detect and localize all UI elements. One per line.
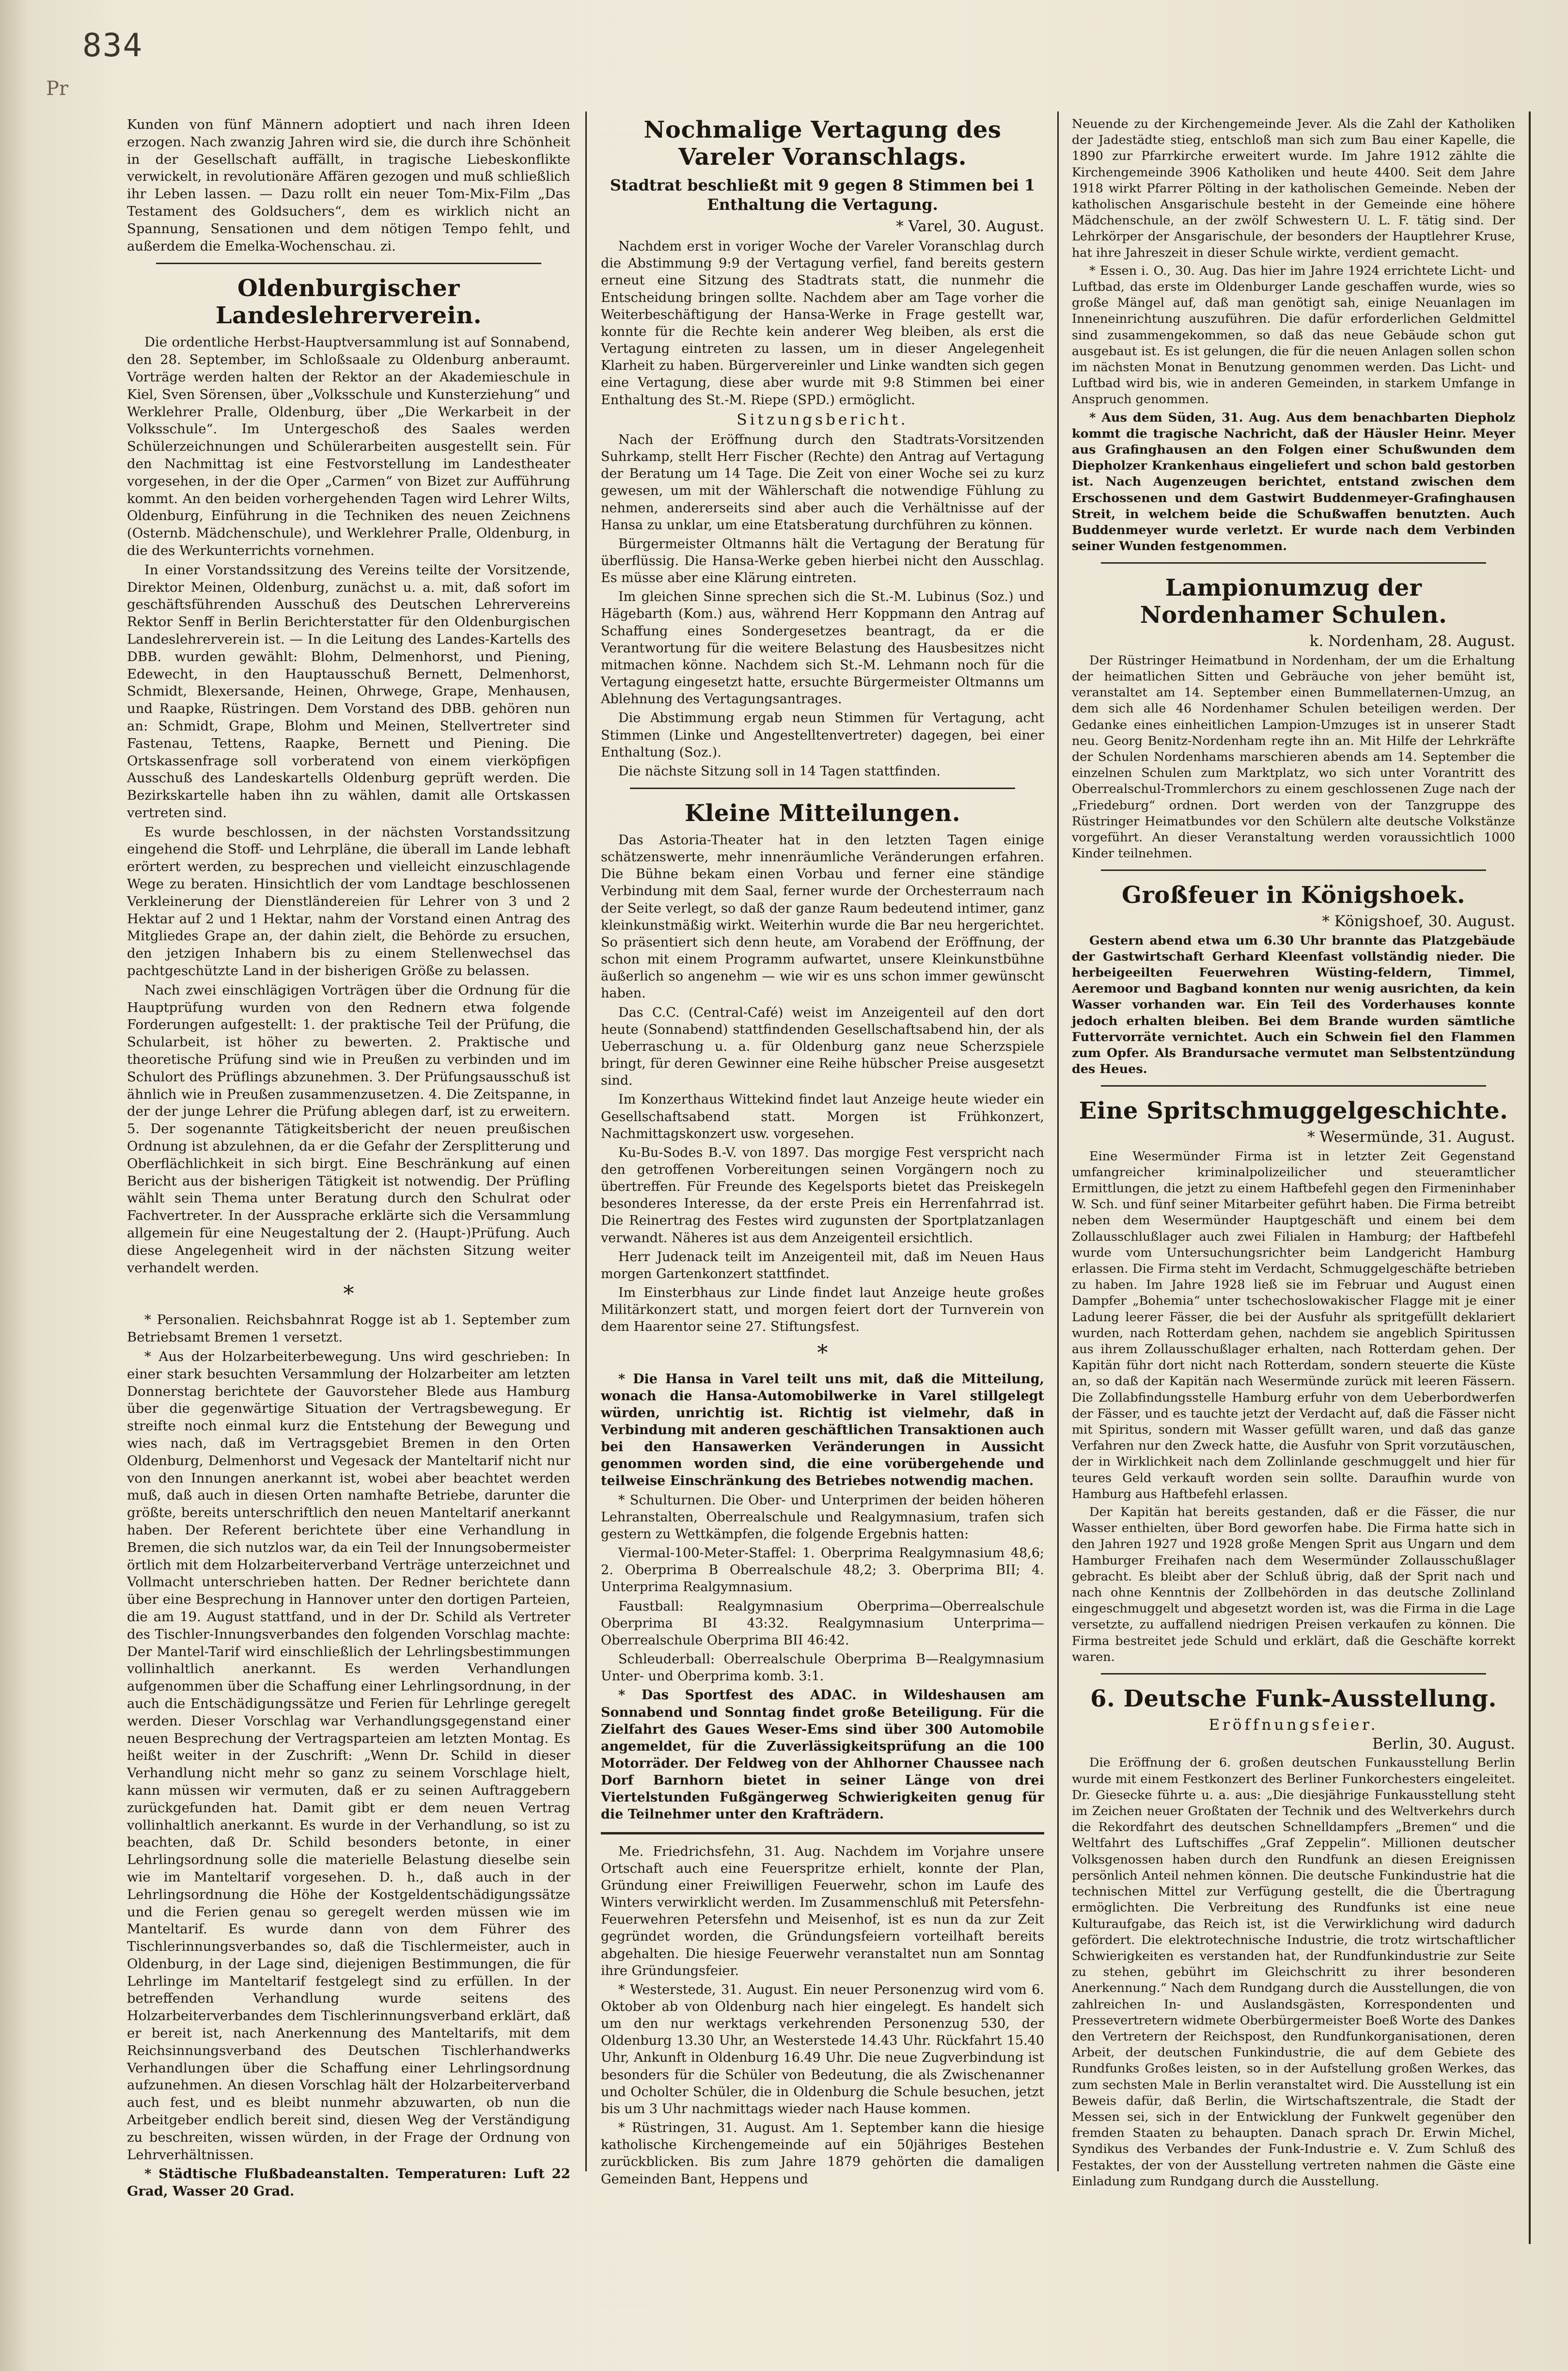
article-divider [1101, 1085, 1486, 1087]
paragraph: Der Rüstringer Heimatbund in Nordenham, der um die Erhaltung der heimatlichen Sitten und Gebräuche von jeher bemüht ist, veranstaltet am 14. September einen Bummellaternen-Umzug, an dem sich alle 46 Nordenhamer Schulen beteiligen werden. Der Gedanke eines einheitlichen Lampion-Umzuges ist in unserer Stadt neu. Georg Benitz-Nordenham regte ihn an. Mit Hilfe der Lehrkräfte der Schulen Nordenhams marschieren abends am 14. September die einzelnen Schulen zum Marktplatz, wo sich unter Vorantritt des Oberrealschul-Trommlerchors zu einem geschlossenen Zuge nach der „Friedeburg“ ordnen. Dort werden von der Tanzgruppe des Rüstringer Heimatbundes vor den Schülern alte deutsche Volkstänze vorgeführt. An dieser Veranstaltung werden voraussichtlich 1000 Kinder teilnehmen. [1072, 653, 1515, 861]
article-divider [630, 788, 1015, 789]
article-continuation: Neuende zu der Kirchengemeinde Jever. Als die Zahl der Katholiken der Jadestädte stieg, entschloß man sich zum Bau einer Kapelle, die 1890 zur Pfarrkirche erweitert wurde. Im Jahre 1912 zählte die Kirchengemeinde 3906 Katholiken und heute 4400. Seit dem Jahre 1918 wirkt Pfarrer Pölting in der katholischen Gemeinde. Neben der katholischen Ansgarischule besteht in der Gemeinde eine höhere Mädchenschule, an der zwölf Schwestern U. L. F. tätig sind. Der Lehrkörper der Ansgarischule, der besonders der Hauptlehrer Kruse, hat ihre Jahreszeit in dieser Schule wirkte, verdient gemacht. [1072, 117, 1515, 260]
dateline: * Varel, 30. August. [896, 218, 1044, 235]
notice-hansa: * Die Hansa in Varel teilt uns mit, daß die Mitteilung, wonach die Hansa-Automobilwerke in Varel stillgelegt würden, unrichtig ist. Richtig ist vielmehr, daß in Verbindung mit anderen geschäftlichen Transaktionen auch bei den Hansawerken Veränderungen in Aussicht genommen worden sind, die eine vorübergehende und teilweise Einschränkung des Betriebes notwendig machen. [601, 1371, 1044, 1489]
paragraph: Schleuderball: Oberrealschule Oberprima B—Realgymnasium Unter- und Oberprima komb. 3:1. [601, 1652, 1044, 1684]
subheadline: Stadtrat beschließt mit 9 gegen 8 Stimmen bei 1 Enthaltung die Vertagung. [610, 176, 1035, 214]
section-star: * [343, 1281, 354, 1307]
dateline: * Wesermünde, 31. August. [1307, 1128, 1515, 1146]
section-label: Sitzungsbericht. [737, 411, 909, 428]
paragraph: Das Astoria-Theater hat in den letzten Tagen einige schätzenswerte, mehr innenräumliche Veränderungen erfahren. Die Bühne bekam einen Vorbau und ferner eine ständige Verbindung mit dem Saal, ferner wurde der Orchesterraum nach der Seite verlegt, so daß der ganze Raum bedeutend intimer, ganz kleinkunstmäßig wirkt. Weiterhin wurde die Bar neu hergerichtet. So präsentiert sich denn heute, am Vorabend der Eröffnung, der schon mit einem Programm aufwartet, unsere Kleinkunstbühne äußerlich so angenehm — wie wir es uns schon immer gewünscht haben. [601, 833, 1044, 1001]
notice-sueden: * Aus dem Süden, 31. Aug. Aus dem benachbarten Diepholz kommt die tragische Nachricht, daß der Häusler Heinr. Meyer aus Grafinghausen an den Folgen einer Schußwunden dem Diepholzer Krankenhaus eingeliefert und schon bald gestorben ist. Nach Augenzeugen berichtet, entstand zwischen dem Erschossenen und dem Gastwirt Buddenmeyer-Grafinghausen Streit, in welchem beide die Schußwaffen benutzten. Auch Buddenmeyer wurde verletzt. Er wurde nach dem Verbinden seiner Wunden festgenommen. [1072, 410, 1515, 554]
column-2 [601, 116, 1044, 2190]
notice-holzarbeiter: * Aus der Holzarbeiterbewegung. Uns wird geschrieben: In einer stark besuchten Versammlung der Holzarbeiter am letzten Donnerstag berichtete der Gauvorsteher Blede aus Hamburg über die gegenwärtige Situation der Vertragsbewegung. Er streifte noch einmal kurz die Entstehung der Bewegung und wies nach, daß im Vertragsgebiet Bremen in den Orten Oldenburg, Delmenhorst und Vegesack der Manteltarif nicht nur von den Innungen anerkannt ist, wobei aber beachtet werden muß, daß auch in diesen Orten namhafte Betriebe, darunter die größte, bereits unterschriftlich den neuen Manteltarif anerkannt haben. Der Referent berichtete über eine Verhandlung in Bremen, die sich nutzlos war, da ein Teil der Innungsobermeister örtlich mit dem Holzarbeiterverband Verträge unterzeichnet und Vollmacht unterschrieben hatten. Der Redner berichtete dann über eine Besprechung in Hannover unter den dortigen Parteien, die am 19. August stattfand, und in der Dr. Schild als Vertreter des Tischler-Innungsverbandes den folgenden Vorschlag machte: Der Mantel-Tarif wird einschließlich der Lehrlingsbestimmungen vollinhaltlich anerkannt. Es werden Verhandlungen aufgenommen über die Schaffung einer Lehrlingsordnung, in der auch die Entschädigungssätze und Ferien für Lehrlinge geregelt werden. Dieser Vorschlag war Verhandlungsgegenstand einer neuen Besprechung der Vertragsparteien am letzten Montag. Es heißt weiter in der Zuschrift: „Wenn Dr. Schild in dieser Verhandlung nicht mehr so ganz zu seinem Vorschlage hielt, kann müssen wir vermuten, daß er zu seinen Auftraggebern zurückgefunden hat. Damit gibt er dem neuen Vertrag vollinhaltlich anerkannt. Es wurde in der Verhandlung, so ist zu beachten, daß Dr. Schild besonders betonte, in einer Lehrlingsordnung solle die materielle Belastung dieselbe sein wie im Manteltarif vorgesehen. D. h., daß auch in der Lehrlingsordnung die Höhe der Kostgeldentschädigungssätze und die Ferien genau so geregelt werden müssen wie im Manteltarif. Es wurde dann von dem Führer des Tischlerinnungsverbandes so, daß die Tischlermeister, auch in Oldenburg, in der Lage sind, diejenigen Bestimmungen, die für Lehrlinge im Manteltarif festgelegt sind zu erfüllen. In der betreffenden Verhandlung wurde seitens des Holzarbeiterverbandes dem Tischlerinnungsverband erklärt, daß er bereit ist, nach Anerkennung des Manteltarifs, mit dem Reichsinnungsverband des Deutschen Tischlerhandwerks Verhandlungen über die Schaffung einer Lehrlingsordnung aufzunehmen. An diesen Vorschlag hält der Holzarbeiterverband auch fest, und es bleibt nunmehr abzuwarten, ob nun die Arbeitgeber endlich bereit sind, diesen Weg der Verständigung zu beschreiten, wissen würden, in der Frage der Ordnung von Lehrverhältnissen. [127, 1349, 570, 2163]
paragraph: Viermal-100-Meter-Staffel: 1. Oberprima Realgymnasium 48,6; 2. Oberprima B Oberrealschule 48,2; 3. Oberprima BII; 4. Unterprima Realgymnasium. [601, 1546, 1044, 1595]
section-rule [601, 1832, 1044, 1834]
paragraph: Es wurde beschlossen, in der nächsten Vorstandssitzung eingehend die Stoff- und Lehrpläne, die überall im Lande lebhaft erörtert werden, zu besprechen und vielleicht einzuschlagende Wege zu beraten. Hinsichtlich der vom Landtage beschlossenen Verkleinerung der Dienstländereien für Lehrer von 3 und 2 Hektar auf 2 und 1 Hektar, nahm der Vorstand einen Antrag des Mitgliedes Grape an, der dahin zielt, die Behörde zu ersuchen, den jetzigen Inhabern bis zu einem Stellenwechsel das pachtgeschützte Land in der bisherigen Größe zu belassen. [127, 824, 570, 979]
dateline: Berlin, 30. August. [1372, 1735, 1515, 1753]
paragraph: In einer Vorstandssitzung des Vereins teilte der Vorsitzende, Direktor Meinen, Oldenburg, zunächst u. a. mit, daß sofort im geschäftsführenden Ausschuß des Deutschen Lehrervereins Rektor Senff in Berlin Berichterstatter für den Oldenburgischen Landeslehrerverein ist. — In die Leitung des Landes-Kartells des DBB. wurden gewählt: Blohm, Delmenhorst, und Piening, Edewecht, in den Hauptausschuß Bernett, Delmenhorst, Schmidt, Blexersande, Heinen, Ohrwege, Grape, Menhausen, und Raapke, Rüstringen. Dem Vorstand des DBB. gehören nun an: Schmidt, Grape, Blohm und Meinen, Stellvertreter sind Fastenau, Tettens, Raapke, Bernett und Piening. Die Ortskassenfrage soll vorberatend von einem vierköpfigen Ausschuß des Landeskartells Oldenburg geprüft werden. Die Bezirkskartelle haben ihn zu wählen, damit alle Ortskassen vertreten sind. [127, 562, 570, 821]
dateline: k. Nordenham, 28. August. [1309, 632, 1515, 650]
paragraph: Die Eröffnung der 6. großen deutschen Funkausstellung Berlin wurde mit einem Festkonzert des Berliner Funkorchesters eingeleitet. Dr. Giesecke führte u. a. aus: „Die diesjährige Funkausstellung steht im Zeichen neuer Großtaten der Technik und des Weltverkehrs durch die Rekordfahrt des deutschen Schnelldampfers „Bremen“ und die Weltfahrt des Luftschiffes „Graf Zeppelin“. Millionen deutscher Volksgenossen haben durch den Rundfunk an diesen Ereignissen persönlich Anteil nehmen können. Die deutsche Funkindustrie hat die technischen Mittel zur Verfügung gestellt, die die Übertragung ermöglichten. Die Verbreitung des Rundfunks ist eine neue Kulturaufgabe, das Reich ist, ist die Verwirklichung wird dadurch gefördert. Die elektrotechnische Industrie, die trotz wirtschaftlicher Schwierigkeiten es verstanden hat, der Rundfunkindustrie zur Seite zu stehen, gebührt im Gleichschritt zu ihrer besonderen Anerkennung.“ Nach dem Rundgang durch die Ausstellungen, die von zahlreichen In- und Auslandsgästen, Korrespondenten und Pressevertretern widmete Oberbürgermeister Boeß Worte des Dankes den Vertretern der Reichspost, den Rundfunkorganisationen, deren Arbeit, der deutschen Funkindustrie, die auf dem Gebiete des Rundfunks Großes leisten, so in der Aufstellung großen Werkes, das zum sechsten Male in Berlin veranstaltet wird. Die Ausstellung ist ein Beweis dafür, daß Berlin, die Wirtschaftszentrale, die Stadt der Messen sei, sich in der Entwicklung der Funkwelt gegenüber den fremden Staaten zu behaupten. Danach sprach Dr. Erwin Michel, Syndikus des Verbandes der Funk-Industrie e. V. Zum Schluß des Festaktes, der von der Ausstellung vertreten nahmen die Gäste eine Einladung zum Rundgang durch die Ausstellung. [1072, 1755, 1515, 2189]
paragraph: Bürgermeister Oltmanns hält die Vertagung der Beratung für überflüssig. Die Hansa-Werke geben hierbei nicht den Ausschlag. Es müsse aber eine Klärung eintreten. [601, 536, 1044, 586]
column-3 [1072, 116, 1515, 2192]
article-divider [1101, 869, 1486, 871]
section-label: Eröffnungsfeier. [1208, 1716, 1379, 1734]
article-continuation: Kunden von fünf Männern adoptiert und nach ihren Ideen erzogen. Nach zwanzig Jahren wird sie, die durch ihre Schönheit in der Gesellschaft auffällt, in tragische Liebeskonflikte verwickelt, in revolutionäre Affären gezogen und muß schließlich ihr Leben lassen. — Dazu rollt ein neuer Tom-Mix-Film „Das Testament des Goldsuchers“, dem es wirklich nicht an Spannung, Sensationen und dem nötigen Tempo fehlt, und außerdem die Emelka-Wochenschau. zi. [127, 117, 570, 254]
column-rule-2 [1057, 111, 1059, 2171]
paragraph: Gestern abend etwa um 6.30 Uhr brannte das Platzgebäude der Gastwirtschaft Gerhard Kleenfast vollständig nieder. Die herbeigeeilten Feuerwehren Wüsting-feldern, Timmel, Aeremoor und Bagband konnten nur wenig ausrichten, da kein Wasser vorhanden war. Ein Teil des Vorderhauses konnte jedoch erhalten bleiben. Bei dem Brande wurden sämtliche Futtervorräte vernichtet. Auch ein Schwein fiel den Flammen zum Opfer. Als Brandursache vermutet man Selbstentzündung des Heues. [1072, 933, 1515, 1077]
paragraph: Eine Wesermünder Firma ist in letzter Zeit Gegenstand umfangreicher kriminalpolizeilicher und steueramtlicher Ermittlungen, die jetzt zu einem Haftbefehl gegen den Firmeninhaber W. Sch. und fünf seiner Mitarbeiter geführt haben. Die Firma betreibt neben dem Wesermünder Hauptgeschäft und einem bei dem Zollausschlußlager auch zwei Filialen in Hamburg; der Haftbefehl wurde vom Untersuchungsrichter beim Landgericht Hamburg erlassen. Die Firma steht im Verdacht, Schmuggelgeschäfte betrieben zu haben. Im Jahre 1928 ließ sie im Februar und August einen Dampfer „Bohemia“ unter tschechoslowakischer Flagge mit je einer Ladung leerer Fässer, die bei der Ausfuhr als spritgefüllt deklariert wurden, nach Rotterdam gehen, nachdem sie angeblich Spiritussen aus ihrem Zollausschußlager erhalten, nach Rotterdam gehen. Der Kapitän führ dort nicht nach Rotterdam, sondern steuerte die Küste an, so daß der Kapitän nach Wesermünde zurück mit leeren Fässern. Die Zollabfindungsstelle Hamburg erfuhr von dem Ueberbordwerfen der Fässer, und es tauchte jetzt der Verdacht auf, daß die Fässer nicht mit Spiritus, sondern mit Wasser gefüllt waren, und daß das ganze Verfahren nur den Zweck hatte, die Ausfuhr von Sprit vorzutäuschen, der in Wirklichkeit nach dem Zollinlande geschmuggelt und hier für teures Geld verkauft worden sein sollte. Daraufhin wurde von Hamburg aus Haftbefehl erlassen. [1072, 1149, 1515, 1502]
headline-lampionumzug: Lampionumzug der Nordenhamer Schulen. [1140, 574, 1447, 629]
paragraph: * Schulturnen. Die Ober- und Unterprimen der beiden höheren Lehranstalten, Oberrealschule und Realgymnasium, trafen sich gestern zu Wettkämpfen, die folgende Ergebnis hatten: [601, 1492, 1044, 1542]
section-star: * [817, 1340, 828, 1365]
article-divider [156, 263, 541, 264]
paragraph: Das C.C. (Central-Café) weist im Anzeigenteil auf den dort heute (Sonnabend) stattfindenden Gesellschaftsabend hin, der als Ueberraschung u. a. für Oldenburg ganz neue Scherzspiele bringt, für deren Gewinner eine Reihe hübscher Preise ausgesetzt sind. [601, 1005, 1044, 1089]
paragraph: Im gleichen Sinne sprechen sich die St.-M. Lubinus (Soz.) und Hägebarth (Kom.) aus, während Herr Koppmann den Antrag auf Schaffung eines Sondergesetzes beantragt, da er die Verantwortung für die weitere Belastung des Hausbesitzes nicht mitmachen könne. Nachdem sich St.-M. Lehmann noch für die Vertagung eingesetzt hatte, ersuchte Bürgermeister Oltmanns um Ablehnung des Vertagungsantrages. [601, 589, 1044, 707]
headline-landeslehrerverein: Oldenburgischer Landeslehrerverein. [215, 275, 482, 330]
paragraph: Faustball: Realgymnasium Oberprima—Oberrealschule Oberprima BI 43:32. Realgymnasium Unterprima—Oberrealschule Oberprima BII 46:42. [601, 1598, 1044, 1648]
notice-sportfest: * Das Sportfest des ADAC. in Wildeshausen am Sonnabend und Sonntag findet große Beteiligung. Für die Zielfahrt des Gaues Weser-Ems sind über 300 Automobile angemeldet, für die Zuverlässigkeitsprüfung an die 100 Motorräder. Der Feldweg von der Ahlhorner Chaussee nach Dorf Barnhorn bietet in seiner Länge von drei Viertelstunden Fußgängerweg Schwierigkeiten genug für die Teilnehmer unter den Krafträdern. [601, 1688, 1044, 1822]
notice-essen: * Essen i. O., 30. Aug. Das hier im Jahre 1924 errichtete Licht- und Luftbad, das erste im Oldenburger Lande geschaffen wurde, wies so große Mängel auf, daß man genötigt sah, einige Neuanlagen im Inneneinrichtung auszuführen. Die dafür erforderlichen Geldmittel sind zusammengekommen, so daß das neue Gebäude schon gut ausgebaut ist. Es ist gelungen, die für die neuen Anlagen sollen schon im nächsten Monat in Benutzung genommen werden. Das Licht- und Luftbad wird bis, wie in anderen Gemeinden, in starkem Umfange in Anspruch genommen. [1072, 263, 1515, 407]
headline-vareler-voranschlag: Nochmalige Vertagung des Vareler Voranschlags. [643, 116, 1002, 171]
margin-mark: Pr [46, 78, 69, 100]
paragraph: Nach der Eröffnung durch den Stadtrats-Vorsitzenden Suhrkamp, stellt Herr Fischer (Rechte) den Antrag auf Vertagung der Beratung um 14 Tage. Die Zeit von einer Woche sei zu kurz gewesen, um mit der Wählerschaft die notwendige Fühlung zu nehmen, andererseits sind aber auch die Verhältnisse auf der Hansa zu unklar, um eine Etatsberatung durchführen zu können. [601, 432, 1044, 533]
paragraph: Die nächste Sitzung soll in 14 Tagen stattfinden. [618, 763, 941, 779]
dateline: * Königshoef, 30. August. [1322, 913, 1515, 931]
binding-shadow [0, 0, 27, 2371]
paragraph: * Westerstede, 31. August. Ein neuer Personenzug wird vom 6. Oktober ab von Oldenburg nach hier eingelegt. Es handelt sich um den nur werktags verkehrenden Personenzug 530, der Oldenburg 13.30 Uhr, an Westerstede 14.43 Uhr. Rückfahrt 15.40 Uhr, Ankunft in Oldenburg 16.49 Uhr. Die neue Zugverbindung ist besonders für die Schüler von Bedeutung, die als Zwischenanner und Ocholter Schüler, die in Oldenburg die Schule besuchen, jetzt bis um 3 Uhr nachmittags wieder nach Hause kommen. [601, 1982, 1044, 2117]
paragraph: Nach zwei einschlägigen Vorträgen über die Ordnung für die Hauptprüfung wurden von den Rednern etwa folgende Forderungen aufgestellt: 1. der praktische Teil der Prüfung, die Schularbeit, ist höher zu bewerten. 2. Praktische und theoretische Prüfung sind wie in Preußen zu verbinden und im Schulort des Prüflings abzunehmen. 3. Der Prüfungsausschuß ist ähnlich wie in Preußen zusammenzusetzen. 4. Die Zeitspanne, in der der junge Lehrer die Prüfung ablegen darf, ist zu erweitern. 5. Der sogenannte Tätigkeitsbericht der neuen preußischen Ordnung ist abzulehnen, da er die Gefahr der Zersplitterung und Oberflächlichkeit in sich birgt. Eine Beschränkung auf einen Bericht aus der bisherigen Tätigkeit ist notwendig. Der Prüfling wählt sein Thema unter Beratung durch den Schulrat oder Fachvertreter. In der Aussprache erklärte sich die Versammlung allgemein für eine Neugestaltung der 2. (Haupt-)Prüfung. Auch diese Angelegenheit wird in der nächsten Sitzung weiter verhandelt werden. [127, 982, 570, 1276]
paragraph: Im Einsterbhaus zur Linde findet laut Anzeige heute großes Militärkonzert statt, und morgen feiert dort der Turnverein von dem Haarentor seine 27. Stiftungsfest. [601, 1285, 1044, 1335]
paragraph: Ku-Bu-Sodes B.-V. von 1897. Das morgige Fest verspricht nach den getroffenen Vorbereitungen seinen Vorgängern noch zu übertreffen. Für Freunde des Kegelsports bietet das Preiskegeln besonderes Interesse, da der erste Preis ein Herrenfahrrad ist. Die Reinertrag des Festes wird zugunsten der Sportplatzanlagen verwandt. Näheres ist aus dem Anzeigenteil ersichtlich. [601, 1145, 1044, 1246]
notice-personalien: * Personalien. Reichsbahnrat Rogge ist ab 1. September zum Betriebsamt Bremen 1 versetzt. [127, 1312, 570, 1345]
notice-flussbad: * Städtische Flußbadeanstalten. Temperaturen: Luft 22 Grad, Wasser 20 Grad. [127, 2166, 570, 2199]
column-1 [127, 116, 570, 2202]
paragraph: Nachdem erst in voriger Woche der Vareler Voranschlag durch die Abstimmung 9:9 der Vertagung verfiel, fand bereits gestern erneut eine Sitzung des Stadtrats statt, die nunmehr die Entscheidung bringen sollte. Nachdem aber am Tage vorher die Weiterbeschäftigung der Hansa-Werke in Frage gestellt war, konnte für die Rechte kein anderer Weg bleiben, als erst die Vertagung eintreten zu lassen, um in dieser Angelegenheit Klarheit zu haben. Bürgervereinler und Linke wandten sich gegen eine Vertagung, diese aber wurde mit 9:8 Stimmen bei einer Enthaltung des St.-M. Riepe (SPD.) ermöglicht. [601, 239, 1044, 408]
paragraph: * Rüstringen, 31. August. Am 1. September kann die hiesige katholische Kirchengemeinde auf ein 50jähriges Bestehen zurückblicken. Bis zum Jahre 1879 gehörten die damaligen Gemeinden Bant, Heppens und [601, 2120, 1044, 2187]
headline-grossfeuer: Großfeuer in Königshoek. [1121, 882, 1466, 909]
headline-funkausstellung: 6. Deutsche Funk-Ausstellung. [1090, 1685, 1497, 1713]
article-divider [1101, 1673, 1486, 1675]
paragraph: Me. Friedrichsfehn, 31. Aug. Nachdem im Vorjahre unsere Ortschaft auch eine Feuerspritze erhielt, konnte der Plan, Gründung einer Freiwilligen Feuerwehr, schon im Laufe des Winters verwirklicht werden. Im Zusammenschluß mit Petersfehn-Feuerwehren Petersfehn und Meisenhof, ist es nun da zur Zeit gegründet worden, die Gründungsfeiern vorteilhaft bereits abgehalten. Die hiesige Feuerwehr veranstaltet nun am Sonntag ihre Gründungsfeier. [601, 1844, 1044, 1978]
paragraph: Herr Judenack teilt im Anzeigenteil mit, daß im Neuen Haus morgen Gartenkonzert stattfindet. [601, 1249, 1044, 1281]
headline-spritschmuggel: Eine Spritschmuggelgeschichte. [1079, 1097, 1508, 1125]
page-number: 834 [82, 27, 143, 64]
paragraph: Im Konzerthaus Wittekind findet laut Anzeige heute wieder ein Gesellschaftsabend statt. Morgen ist Frühkonzert, Nachmittagskonzert usw. vorgesehen. [601, 1092, 1044, 1141]
paragraph: Die ordentliche Herbst-Hauptversammlung ist auf Sonnabend, den 28. September, im Schloßsaale zu Oldenburg anberaumt. Vorträge werden halten der Rektor an der Akademieschule in Kiel, Sven Sörensen, über „Volksschule und Kunsterziehung“ und Werklehrer Pralle, Oldenburg, über „Die Werkarbeit in der Volksschule“. Im Untergeschoß des Saales werden Schülerzeichnungen und Schülerarbeiten ausgestellt sein. Für den Nachmittag ist eine Festvorstellung im Landestheater vorgesehen, in der die Oper „Carmen“ von Bizet zur Aufführung kommt. An den beiden vorhergehenden Tagen wird Lehrer Wilts, Oldenburg, Einführung in die Techniken des neuen Zeichnens (Osternb. Mädchenschule), und Werklehrer Pralle, Oldenburg, in die des Werkunterrichts vornehmen. [127, 334, 570, 558]
column-rule-1 [585, 111, 587, 2171]
headline-kleine-mitteilungen: Kleine Mitteilungen. [684, 800, 961, 827]
paragraph: Der Kapitän hat bereits gestanden, daß er die Fässer, die nur Wasser enthielten, über Bord geworfen habe. Die Firma hatte sich in den Jahren 1927 und 1928 große Mengen Sprit aus Ungarn und dem Hamburger Freihafen nach dem Wesermünder Zollausschußlager gebracht. Es bleibt aber der Schluß übrig, daß der Sprit nach und nach ohne Kenntnis der Zollbehörden in das deutsche Zollinland eingeschmuggelt und abgesetzt worden ist, was die Firma in die Lage versetzte, zu auffallend niedrigen Preisen verkaufen zu können. Die Firma bestreitet jede Schuld und erklärt, daß die Geschäfte korrekt waren. [1072, 1505, 1515, 1664]
paragraph: Die Abstimmung ergab neun Stimmen für Vertagung, acht Stimmen (Linke und Angestelltenvertreter) dagegen, bei einer Enthaltung (Soz.). [601, 711, 1044, 760]
article-divider [1101, 562, 1486, 564]
page-edge-rule [1529, 111, 1531, 2244]
